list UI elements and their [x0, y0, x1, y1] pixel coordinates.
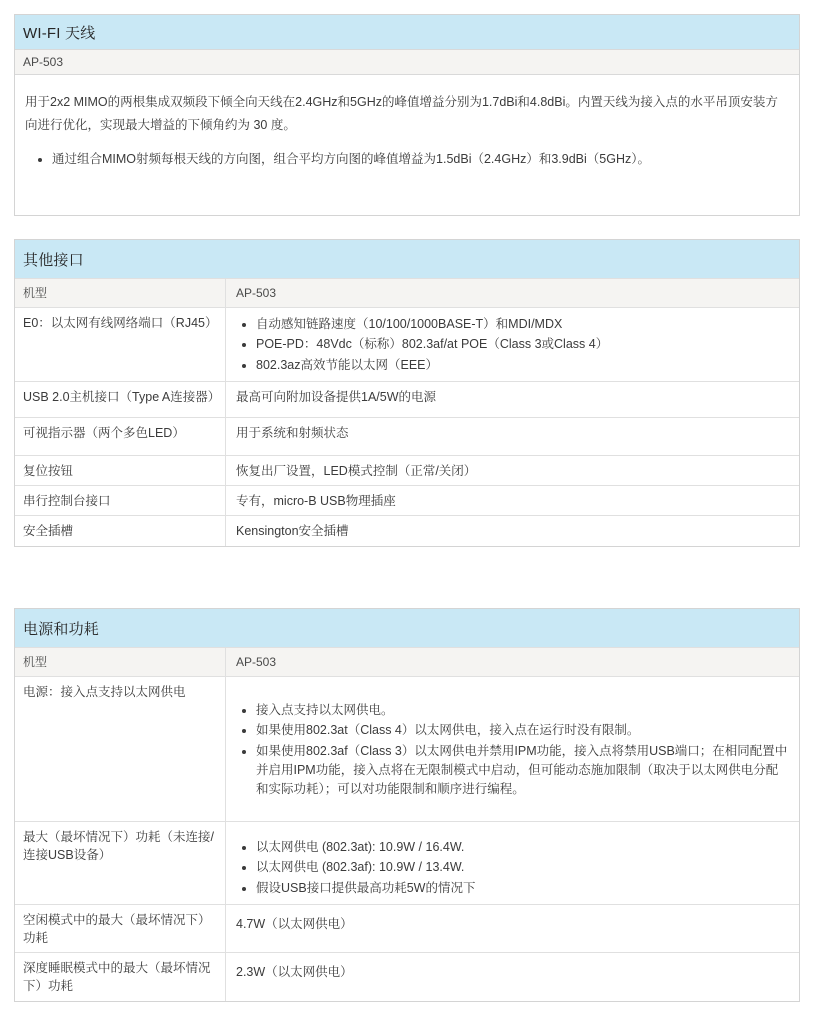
spec-value-e0-port: [226, 308, 799, 381]
table-row: [15, 307, 799, 381]
section-title-other-interfaces: 其他接口: [15, 240, 799, 278]
e0-bullet-item: • 802.3az高效节能以太网（EEE）: [256, 356, 789, 375]
spec-value-deep-sleep-power: 2.3W（以太网供电）: [236, 965, 353, 980]
antenna-bullet-list: [25, 150, 785, 169]
spec-label-reset-button: 复位按钮: [15, 456, 226, 485]
column-header-model: 机型: [15, 648, 226, 676]
spec-value-security-slot: Kensington安全插槽: [236, 524, 349, 539]
antenna-description: 用于2x2 MIMO的两根集成双频段下倾全向天线在2.4GHz和5GHz的峰值增益分别为1.7dBi和4.8dBi。内置天线为接入点的水平吊顶安装方向进行优化，实现最大增益的下倾角约为 30 度。: [25, 95, 778, 133]
column-header-ap503: AP-503: [226, 648, 799, 676]
table-row: [15, 485, 799, 515]
spec-label-power-source: 电源：接入点支持以太网供电: [15, 677, 226, 821]
max-power-bullet-item: • 假设USB接口提供最高功耗5W的情况下: [256, 879, 789, 898]
section-other-interfaces: [14, 239, 800, 547]
spec-label-led: 可视指示器（两个多色LED）: [15, 418, 226, 455]
e0-bullet-list: [236, 315, 789, 375]
spec-label-idle-power: 空闲模式中的最大（最坏情况下）功耗: [15, 905, 226, 952]
table-row: [15, 515, 799, 545]
max-power-bullet-list: [236, 838, 789, 898]
spec-value-idle-power: 4.7W（以太网供电）: [236, 917, 353, 932]
section-power-consumption: [14, 608, 800, 1002]
power-bullet-item: • 如果使用802.3at（Class 4）以太网供电，接入点在运行时没有限制。: [256, 721, 789, 740]
table-row: [15, 904, 799, 952]
table-row: [15, 676, 799, 821]
wifi-antenna-body: [15, 74, 799, 215]
spec-value-max-power: [226, 822, 799, 904]
power-bullet-item: • 接入点支持以太网供电。: [256, 701, 789, 720]
max-power-bullet-item: • 以太网供电 (802.3af): 10.9W / 13.4W.: [256, 858, 789, 877]
section-wifi-antenna: [14, 14, 800, 216]
e0-bullet-item: • 自动感知链路速度（10/100/1000BASE-T）和MDI/MDX: [256, 315, 789, 334]
table-row: [15, 381, 799, 417]
table-row: [15, 821, 799, 904]
spec-value-power-source: [226, 677, 799, 821]
spec-value-serial-console: 专有，micro-B USB物理插座: [236, 494, 396, 509]
table-header-row: [15, 647, 799, 676]
spec-value-usb: 最高可向附加设备提供1A/5W的电源: [236, 390, 437, 405]
antenna-bullet-item: • 通过组合MIMO射频每根天线的方向图，组合平均方向图的峰值增益为1.5dBi（2.4GHz）和3.9dBi（5GHz）。: [52, 150, 785, 169]
spec-label-security-slot: 安全插槽: [15, 516, 226, 545]
section-title-wifi-antenna: WI-FI 天线: [15, 15, 799, 49]
power-bullet-list: [236, 701, 789, 800]
column-header-ap503: AP-503: [226, 279, 799, 307]
spec-value-reset-button: 恢复出厂设置，LED模式控制（正常/关闭）: [236, 464, 477, 479]
section-title-power: 电源和功耗: [15, 609, 799, 647]
spec-label-e0-port: E0：以太网有线网络端口（RJ45）: [15, 308, 226, 381]
e0-bullet-item: • POE-PD：48Vdc（标称）802.3af/at POE（Class 3或Class 4）: [256, 335, 789, 354]
spec-label-serial-console: 串行控制台接口: [15, 486, 226, 515]
table-row: [15, 455, 799, 485]
max-power-bullet-item: • 以太网供电 (802.3at): 10.9W / 16.4W.: [256, 838, 789, 857]
power-bullet-item: • 如果使用802.3af（Class 3）以太网供电并禁用IPM功能，接入点将禁用USB端口；在相同配置中并启用IPM功能，接入点将在无限制模式中启动，但可能动态施加限制（取决于以太网供电分配和实际功耗）；可以对功能限制和顺序进行编程。: [256, 742, 789, 800]
column-header-model: 机型: [15, 279, 226, 307]
table-header-row: [15, 278, 799, 307]
spec-label-max-power: 最大（最坏情况下）功耗（未连接/连接USB设备）: [15, 822, 226, 904]
model-label: AP-503: [15, 49, 799, 74]
spec-label-deep-sleep-power: 深度睡眠模式中的最大（最坏情况下）功耗: [15, 953, 226, 1000]
table-row: [15, 952, 799, 1000]
spec-label-usb: USB 2.0主机接口（Type A连接器）: [15, 382, 226, 417]
table-row: [15, 417, 799, 455]
spec-value-led: 用于系统和射频状态: [236, 426, 349, 441]
